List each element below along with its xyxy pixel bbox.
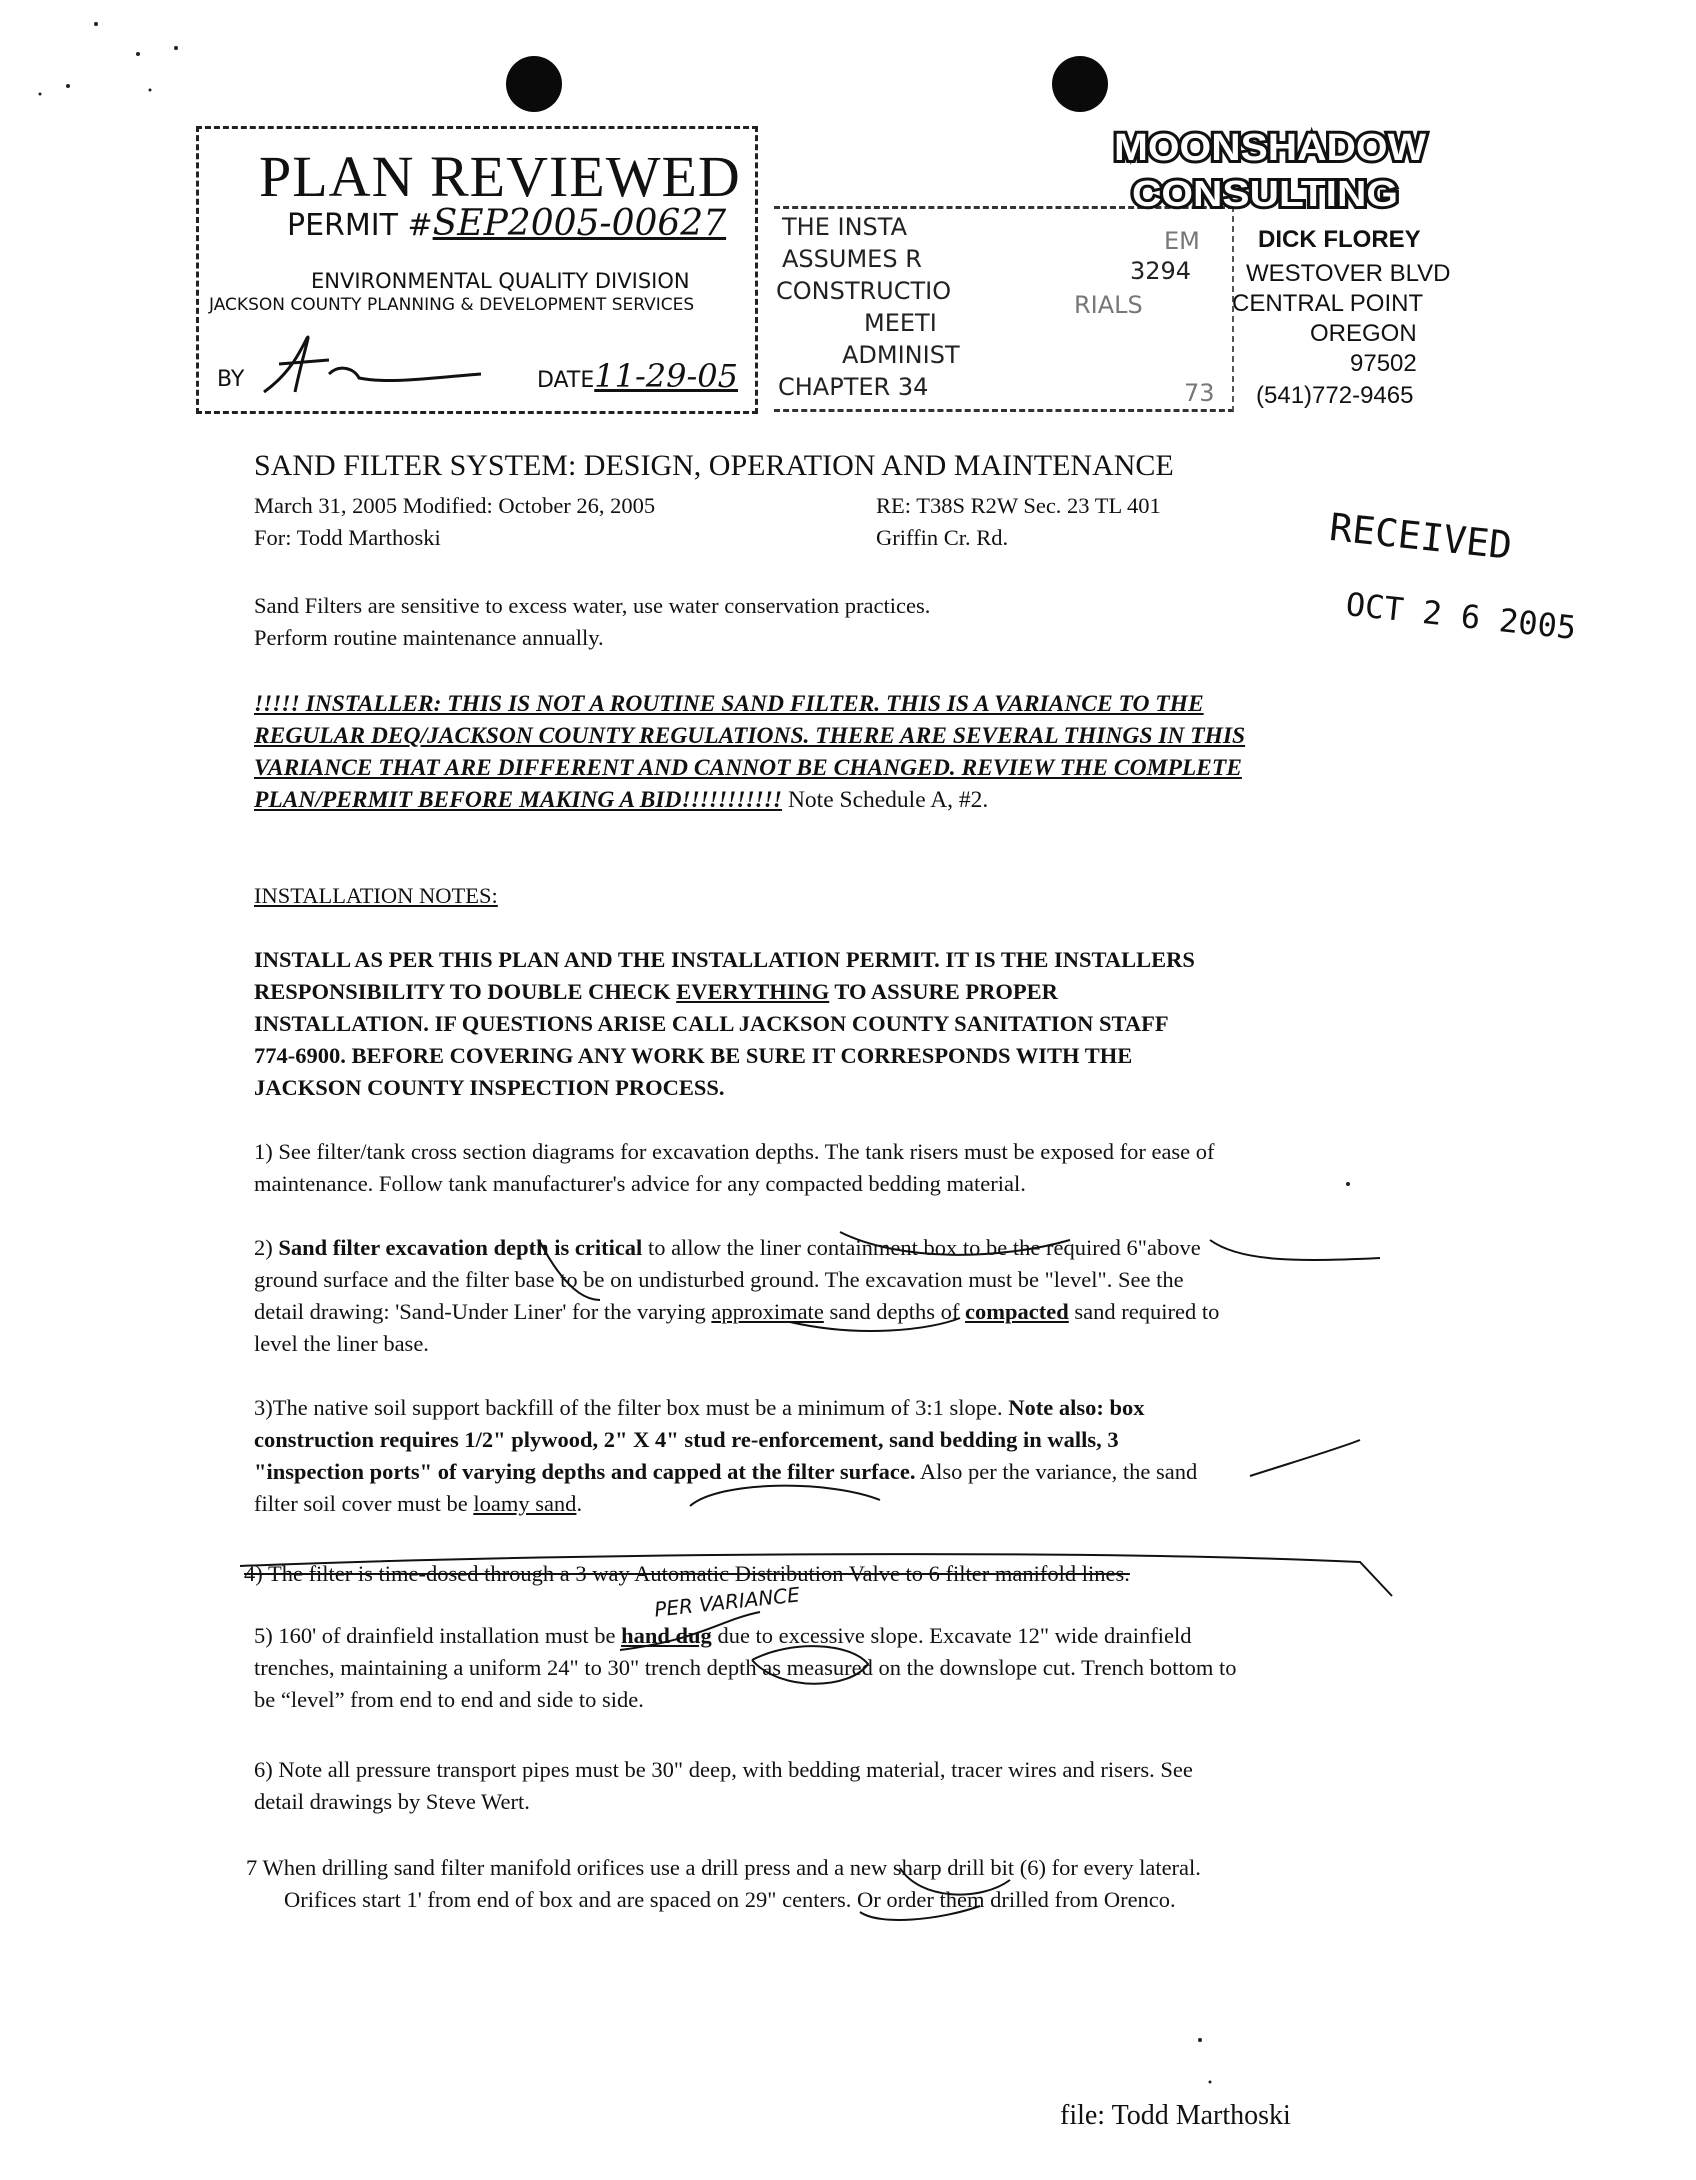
note-5-line-2: trenches, maintaining a uniform 24" to 30" trench depth as measured on the downslope cut. Trench bottom to: [254, 1655, 1237, 1680]
stamp-department: JACKSON COUNTY PLANNING & DEVELOPMENT SERVICES: [209, 295, 695, 315]
intro-line-2: Perform routine maintenance annually.: [254, 625, 604, 650]
note-3-loamy-sand: loamy sand: [473, 1491, 577, 1516]
note-1-line-2: maintenance. Follow tank manufacturer's advice for any compacted bedding material.: [254, 1171, 1026, 1196]
note-2-line-3a: detail drawing: 'Sand-Under Liner' for the varying: [254, 1299, 712, 1324]
note-2-compacted: compacted: [965, 1299, 1069, 1324]
note-3-line-3b: Also per the variance, the sand: [915, 1459, 1198, 1484]
note-6-line-2: detail drawings by Steve Wert.: [254, 1789, 530, 1814]
note-7-line-2: Orifices start 1' from end of box and are spaced on 29" centers. Or order them drilled from Orenco.: [284, 1887, 1176, 1912]
note-4-struck: 4) The filter is time-dosed through a 3 way Automatic Distribution Valve to 6 filter manifold lines.: [244, 1561, 1130, 1586]
logo-text-line1: MOONSHADOW: [1114, 127, 1427, 169]
speckle: [94, 22, 98, 26]
note-2-rest: to allow the liner containment box to be the required 6"above: [642, 1235, 1201, 1260]
footer-file: file: Todd Marthoski: [1060, 2100, 1291, 2131]
contact-city: CENTRAL POINT: [1232, 290, 1424, 317]
note-3-line-3a: "inspection ports" of varying depths and capped at the filter surface.: [254, 1459, 916, 1484]
warning-note: Note Schedule A, #2.: [782, 787, 989, 813]
speckle: [1346, 1182, 1350, 1186]
stamp-date: [537, 357, 738, 395]
warning-line-4-text: PLAN/PERMIT BEFORE MAKING A BID!!!!!!!!!!!: [254, 787, 783, 813]
document-date-line: March 31, 2005 Modified: October 26, 2005: [254, 493, 656, 518]
note-2-approximate: approximate: [711, 1299, 824, 1324]
handwritten-per-variance: PER VARIANCE: [653, 1582, 801, 1622]
contact-street: WESTOVER BLVD: [1246, 260, 1451, 287]
note-3-line-1b: Note also: box: [1008, 1395, 1145, 1420]
partial-stamp-line: ASSUMES R: [782, 245, 922, 273]
partial-stamp-fragment: 3294: [1130, 257, 1192, 285]
edit-mark: [1250, 1440, 1360, 1476]
note-1-line-1: 1) See filter/tank cross section diagrams for excavation depths. The tank risers must be exposed for ease of: [254, 1139, 1215, 1164]
permit-number: SEP2005-00627: [432, 203, 727, 244]
note-3-line-1a: 3)The native soil support backfill of the filter box must be a minimum of 3:1 slope.: [254, 1395, 1009, 1420]
note-5-line-1: [254, 1620, 1191, 1652]
document-re-line: RE: T38S R2W Sec. 23 TL 401: [876, 493, 1161, 518]
permit-label: PERMIT #: [287, 208, 433, 243]
speckle: [66, 84, 70, 88]
warning-line-4: [254, 784, 988, 816]
note-2-critical: Sand filter excavation depth is critical: [278, 1235, 643, 1260]
speckle: [39, 93, 42, 96]
note-6-line-1: 6) Note all pressure transport pipes must be 30" deep, with bedding material, tracer wires and risers. See: [254, 1757, 1193, 1782]
reviewer-signature: [259, 334, 485, 396]
intro-line-1: Sand Filters are sensitive to excess water, use water conservation practices.: [254, 593, 931, 618]
warning-line-3: VARIANCE THAT ARE DIFFERENT AND CANNOT BE CHANGED. REVIEW THE COMPLETE: [254, 755, 1242, 781]
note-5-line-1a: 5) 160' of drainfield installation must be: [254, 1623, 622, 1648]
punch-hole-right: [1052, 56, 1108, 112]
install-line-4: 774-6900. BEFORE COVERING ANY WORK BE SURE IT CORRESPONDS WITH THE: [254, 1043, 1133, 1068]
warning-line-2: REGULAR DEQ/JACKSON COUNTY REGULATIONS. THERE ARE SEVERAL THINGS IN THIS: [254, 723, 1246, 749]
contact-state: OREGON: [1310, 320, 1417, 347]
note-2-line-4: level the liner base.: [254, 1331, 429, 1356]
speckle: [1209, 2081, 1212, 2084]
partial-stamp-line: CONSTRUCTIO: [776, 277, 952, 305]
partial-stamp-line: ADMINIST: [842, 341, 960, 369]
note-3-line-4a: filter soil cover must be: [254, 1491, 474, 1516]
stamp-by-label: BY: [217, 367, 245, 392]
stamp-title: PLAN REVIEWED: [259, 144, 741, 209]
note-3-line-4: [254, 1488, 582, 1520]
partial-stamp-line: THE INSTA: [782, 213, 907, 241]
partial-stamp-fragment: RIALS: [1074, 291, 1143, 319]
punch-hole-left: [506, 56, 562, 112]
note-5-hand-dug: hand dug: [621, 1623, 712, 1648]
document-title: SAND FILTER SYSTEM: DESIGN, OPERATION AND MAINTENANCE: [254, 449, 1174, 482]
received-stamp-label: RECEIVED: [1327, 505, 1515, 568]
edit-mark: [1210, 1240, 1380, 1260]
speckle: [136, 52, 140, 56]
contact-zip: 97502: [1350, 350, 1417, 377]
note-5-line-3: be “level” from end to end and side to side.: [254, 1687, 644, 1712]
note-3-line-1: [254, 1392, 1144, 1424]
install-line-2a: RESPONSIBILITY TO DOUBLE CHECK: [254, 979, 677, 1004]
note-7-line-1: 7 When drilling sand filter manifold orifices use a drill press and a new sharp drill bit (6) for every lateral.: [246, 1855, 1201, 1880]
document-for-line: For: Todd Marthoski: [254, 525, 441, 550]
edit-mark: [690, 1486, 880, 1506]
permit-line: [287, 203, 726, 244]
note-3-line-3: [254, 1456, 1197, 1488]
partial-stamp-line: CHAPTER 34: [778, 373, 929, 401]
install-everything: EVERYTHING: [676, 979, 830, 1004]
plan-reviewed-stamp: [196, 126, 758, 414]
logo-text-line2: CONSULTING: [1132, 173, 1398, 214]
stamp-date-label: DATE: [537, 368, 595, 393]
note-2-prefix: 2): [254, 1235, 279, 1260]
install-line-5: JACKSON COUNTY INSPECTION PROCESS.: [254, 1075, 725, 1100]
partial-stamp-line: MEETI: [864, 309, 937, 337]
stamp-date-value: 11-29-05: [594, 357, 739, 395]
partial-stamp: [774, 206, 1234, 412]
partial-stamp-fragment: 73: [1184, 379, 1215, 407]
note-3-line-4c: .: [576, 1491, 583, 1516]
note-5-line-1c: due to excessive slope. Excavate 12" wide drainfield: [711, 1623, 1192, 1648]
install-line-1: INSTALL AS PER THIS PLAN AND THE INSTALLATION PERMIT. IT IS THE INSTALLERS: [254, 947, 1195, 972]
install-line-2: [254, 976, 1058, 1008]
speckle: [149, 89, 152, 92]
note-2-line-3c: sand depths of: [823, 1299, 966, 1324]
stamp-division: ENVIRONMENTAL QUALITY DIVISION: [311, 269, 690, 293]
received-stamp-date: OCT 2 6 2005: [1344, 585, 1578, 647]
document-road-line: Griffin Cr. Rd.: [876, 525, 1009, 550]
note-2-line-3e: sand required to: [1068, 1299, 1220, 1324]
install-line-3: INSTALLATION. IF QUESTIONS ARISE CALL JACKSON COUNTY SANITATION STAFF: [254, 1011, 1169, 1036]
install-line-2c: TO ASSURE PROPER: [829, 979, 1058, 1004]
note-2-line-1: [254, 1232, 1201, 1264]
section-heading: INSTALLATION NOTES:: [254, 883, 498, 908]
company-logo: [1110, 120, 1430, 220]
note-3-line-2: construction requires 1/2" plywood, 2" X 4" stud re-enforcement, sand bedding in walls, 3: [254, 1427, 1119, 1452]
contact-phone: (541)772-9465: [1256, 382, 1414, 409]
partial-stamp-fragment: EM: [1164, 227, 1200, 255]
note-2-line-3: [254, 1296, 1219, 1328]
contact-name: DICK FLOREY: [1258, 226, 1421, 253]
speckle: [1198, 2038, 1202, 2042]
warning-line-1: !!!!! INSTALLER: THIS IS NOT A ROUTINE SAND FILTER. THIS IS A VARIANCE TO THE: [254, 691, 1204, 717]
speckle: [174, 46, 178, 50]
note-2-line-2: ground surface and the filter base to be on undisturbed ground. The excavation must be "level". See the: [254, 1267, 1184, 1292]
